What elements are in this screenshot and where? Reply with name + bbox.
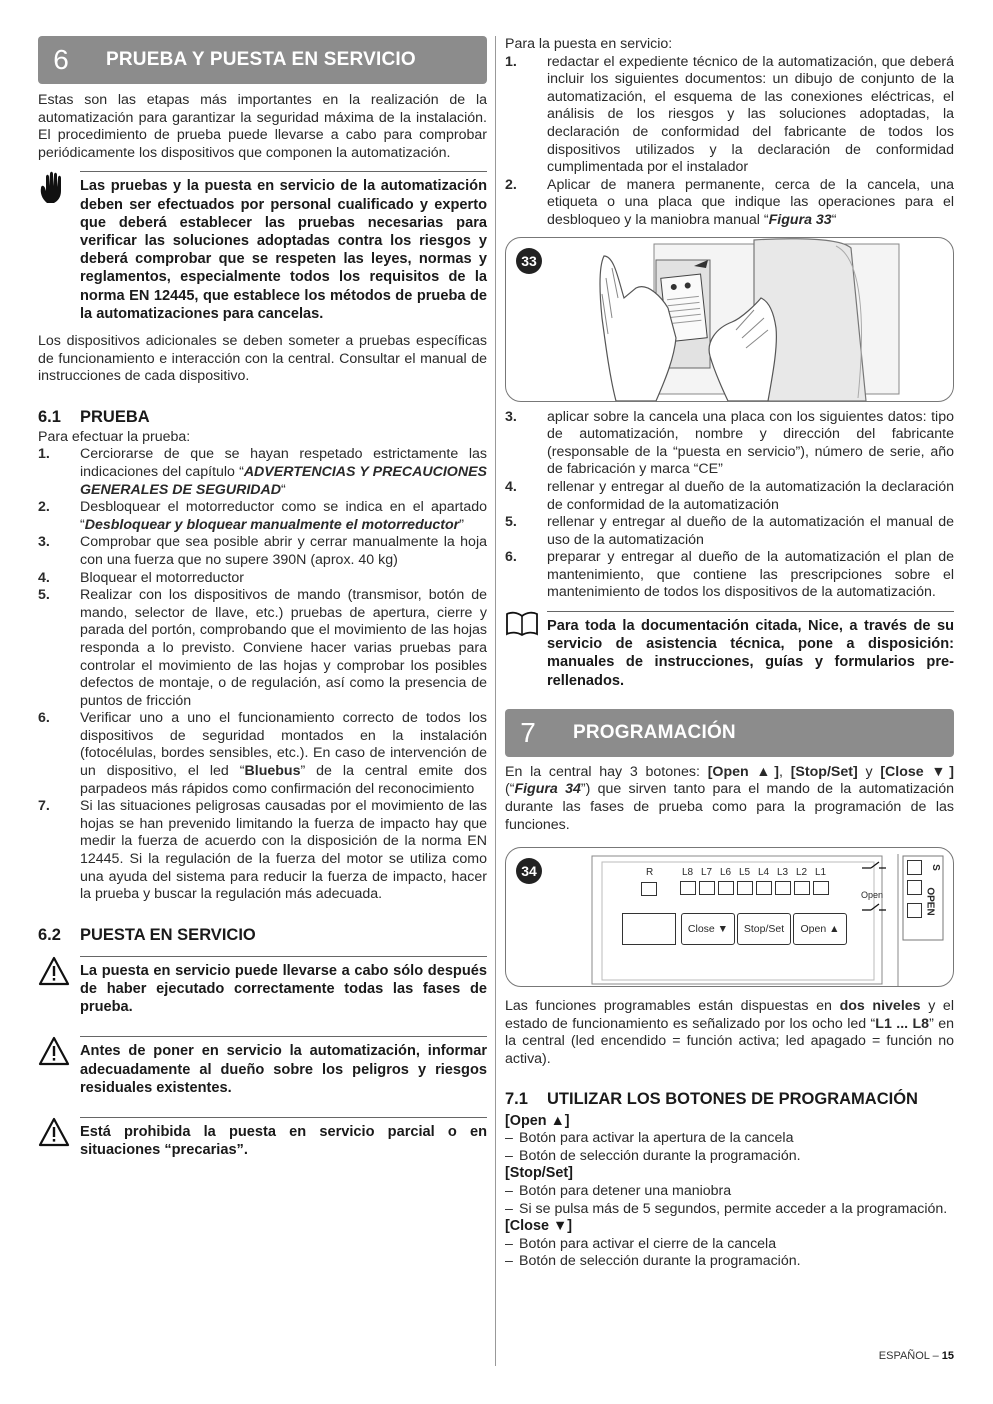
list-item xyxy=(505,549,954,602)
item-text: Botón de selección durante la programación. xyxy=(519,1253,801,1270)
step-text: redactar el expediente técnico de la automatización, que deberá incluir los siguientes documentos: un dibujo de conjunto de la automatización, el esquema de las conexiones eléctricas, el análisis de los riesgos y las soluciones adoptadas, la declaración de conformidad del fabricante de todos los dispositivos utilizados y la declaración de conformidad cumplimentada por el instalador xyxy=(547,53,954,176)
switch-contact-icon xyxy=(862,858,886,872)
heading-title: PRUEBA xyxy=(80,407,150,426)
additional-devices-text: Los dispositivos adicionales se deben someter a pruebas específicas de funcionamiento e interacción con la central. Consultar el manual de instrucciones de cada dispositivo. xyxy=(38,333,487,385)
section-number: 7 xyxy=(520,716,536,748)
led-l5 xyxy=(735,867,754,895)
led-label: L5 xyxy=(738,867,751,879)
figure-number-badge: 34 xyxy=(516,858,542,884)
leds-reference: L1 ... L8 xyxy=(875,1015,930,1032)
left-column xyxy=(38,36,487,1159)
text-part: Las funciones programables están dispuestas en xyxy=(505,998,840,1015)
commissioning-steps-a xyxy=(505,54,954,230)
list-item xyxy=(38,798,487,904)
section-title: PROGRAMACIÓN xyxy=(573,721,736,743)
heading-7-1 xyxy=(505,1090,954,1109)
open-button-ref: [Open ▲] xyxy=(707,763,779,780)
list-item xyxy=(505,409,954,479)
step-number: 5. xyxy=(38,587,50,604)
warning-text: Antes de poner en servicio la automatización, informar adecuadamente al dueño sobre los peligros y riesgos residuales existentes. xyxy=(80,1036,487,1097)
figure-33 xyxy=(505,237,954,402)
release-label-illustration xyxy=(506,238,954,401)
warning-text: Está prohibida la puesta en servicio parcial o en situaciones “precarias”. xyxy=(80,1117,487,1159)
led-l4 xyxy=(754,867,773,895)
page-number: 15 xyxy=(941,1350,954,1362)
text-part: , xyxy=(779,763,791,780)
step-text-part: Aplicar de manera permanente, cerca de la cancela, una etiqueta o una placa que indique las operaciones para el desbloqueo y la maniobra manual “ xyxy=(547,176,954,228)
list-item: – Botón de selección durante la programación. xyxy=(505,1253,954,1271)
led-label: L1 xyxy=(814,867,827,879)
chapter-reference: ADVERTENCIAS Y PRECAUCIONES GENERALES DE SEGURIDAD xyxy=(80,463,487,498)
section-6-banner xyxy=(38,36,487,84)
bluebus-led-label: Bluebus xyxy=(244,763,301,780)
heading-title: UTILIZAR LOS BOTONES DE PROGRAMACIÓN xyxy=(547,1089,918,1108)
text-part: y el estado de funcionamiento es señalizado por los ocho led “ xyxy=(505,998,954,1032)
reset-label: R xyxy=(646,867,654,879)
step-text: Si las situaciones peligrosas causadas por el movimiento de las hojas se han prevenido limitando la fuerza de impacto hay que medir la fuerza de acuerdo con la disposición de la norma EN 12445. Si la regulación de la fuerza del motor se utiliza como una ayuda del sistema para reducir la fuerza de impacto, hacer la prueba y buscar la regulación más adecuada. xyxy=(80,798,487,903)
note-text: Para toda la documentación citada, Nice, a través de su servicio de asistencia técnica, pone a disposición: manuales de instrucciones, guías y formularios pre-rellenados. xyxy=(547,611,954,690)
heading-number: 6.1 xyxy=(38,407,61,426)
terminal-s-label: S xyxy=(929,864,941,872)
commissioning-steps-b xyxy=(505,409,954,603)
close-button-ref: [Close ▼] xyxy=(880,763,954,780)
test-steps xyxy=(38,446,487,903)
step-number: 3. xyxy=(505,408,517,425)
section-7-intro xyxy=(505,764,954,834)
two-levels-emphasis: dos niveles xyxy=(839,998,921,1015)
step-text-part: Cerciorarse de que se hayan respetado estrictamente las indicaciones del capítulo “ xyxy=(80,446,487,480)
section-6-intro: Estas son las etapas más importantes en la realización de la automatización para garantizar la seguridad máxima de la instalación. El procedimiento de prueba puede llevarse a cabo para comprobar periódicamente los dispositivos que componen la automatización. xyxy=(38,92,487,161)
blank-display xyxy=(622,913,676,945)
step-text-part: Desbloquear el motorreductor como se indica en el apartado “ xyxy=(80,499,487,533)
heading-title: PUESTA EN SERVICIO xyxy=(80,925,256,944)
step-text-part: ” xyxy=(459,516,464,533)
text-part: y xyxy=(857,763,881,780)
figure-34 xyxy=(505,847,954,987)
step-text: Comprobar que sea posible abrir y cerrar manualmente la hoja con una fuerza que no supere 390N (aprox. 40 kg) xyxy=(80,534,487,568)
section-reference: Desbloquear y bloquear manualmente el motorreductor xyxy=(84,516,460,533)
heading-6-1 xyxy=(38,408,487,427)
step-number: 6. xyxy=(505,549,517,566)
led-l1 xyxy=(811,867,830,895)
item-text: Botón para activar la apertura de la cancela xyxy=(519,1130,794,1147)
warning-text: Las pruebas y la puesta en servicio de la automatización deben ser efectuados por personal cualificado y experto que deberá establecer las pruebas necesarias para verificar las soluciones adoptadas contra los riesgos y deberá comprobar que se respeten las leyes, normas y reglamentos, especialmente todos los requisitos de la norma EN 12445, que establece los métodos de prueba de la automatizaciones para cancelas. xyxy=(80,171,487,323)
step-text xyxy=(80,446,487,499)
item-text: Si se pulsa más de 5 segundos, permite acceder a la programación. xyxy=(519,1200,948,1217)
led-l7 xyxy=(697,867,716,895)
led-label: L7 xyxy=(700,867,713,879)
step-text: aplicar sobre la cancela una placa con los siguientes datos: tipo de automatización, nombre y dirección del fabricante (responsable de la “puesta en servicio”), número de serie, año de fabricación y marca “CE” xyxy=(547,408,954,478)
step-number: 4. xyxy=(38,569,50,586)
open-button-label: [Open ▲] xyxy=(505,1112,570,1129)
step-text xyxy=(547,177,954,230)
open-book-icon xyxy=(505,611,547,690)
step-number: 1. xyxy=(38,446,50,463)
right-column xyxy=(505,36,954,1271)
text-part: ” en la central (led encendido = función activa; led apagado = función no activa). xyxy=(505,1015,954,1068)
list-item xyxy=(38,710,487,798)
step-number: 2. xyxy=(38,499,50,516)
list-item xyxy=(505,177,954,230)
led-row xyxy=(678,867,830,895)
terminal-open-label: OPEN xyxy=(924,887,936,916)
list-item xyxy=(505,514,954,549)
open-input-label: Open xyxy=(861,890,884,901)
step-number: 2. xyxy=(505,176,517,193)
figure-reference: Figura 34 xyxy=(514,781,581,798)
terminal-open xyxy=(907,880,922,895)
step-text: rellenar y entregar al dueño de la automatización el manual de uso de la automatización xyxy=(547,514,954,548)
led-l2 xyxy=(792,867,811,895)
figure-reference: Figura 33 xyxy=(768,211,832,228)
list-item: – Botón para detener una maniobra xyxy=(505,1183,954,1201)
text-part: (“ xyxy=(505,781,515,798)
item-text: Botón de selección durante la programación. xyxy=(519,1147,801,1164)
step-text: rellenar y entregar al dueño de la automatización la declaración de conformidad de la automatización xyxy=(547,478,954,513)
test-lead: Para efectuar la prueba: xyxy=(38,428,191,445)
step-text-part: “ xyxy=(281,481,286,498)
commissioning-warning-1 xyxy=(38,956,487,1017)
step-text-part: Verificar uno a uno el funcionamiento correcto de todos los dispositivos de seguridad montados en la instalación (fotocélulas, bordes sensibles, etc.). En caso de intervención de un dispositivo, el led “ xyxy=(80,710,487,780)
warning-text: La puesta en servicio puede llevarse a cabo sólo después de haber ejecutado correctamente todas las fases de prueba. xyxy=(80,956,487,1017)
led-label: L6 xyxy=(719,867,732,879)
warning-triangle-icon xyxy=(38,956,80,1017)
terminal-s xyxy=(907,860,922,875)
step-text-part: ” de la central emite dos parpadeos más rápidos como confirmación del reconocimiento xyxy=(80,763,487,797)
figure-number-badge: 33 xyxy=(516,248,542,274)
page-footer xyxy=(879,1350,954,1362)
heading-number: 6.2 xyxy=(38,925,61,944)
led-label: L2 xyxy=(795,867,808,879)
close-button-label: [Close ▼] xyxy=(505,1218,573,1235)
commissioning-lead: Para la puesta en servicio: xyxy=(505,36,673,52)
item-text: Botón para activar el cierre de la cancela xyxy=(519,1235,777,1252)
led-l6 xyxy=(716,867,735,895)
step-text xyxy=(80,499,487,534)
list-item xyxy=(38,534,487,569)
section-number: 6 xyxy=(53,44,69,75)
warning-triangle-icon xyxy=(38,1036,80,1097)
list-item xyxy=(505,479,954,514)
heading-number: 7.1 xyxy=(505,1089,528,1108)
list-item xyxy=(38,587,487,710)
commissioning-warning-2 xyxy=(38,1036,487,1097)
text-part: En la central hay 3 botones: xyxy=(505,763,708,780)
qualified-personnel-warning xyxy=(38,171,487,323)
column-divider xyxy=(495,36,496,1366)
step-text-part: “ xyxy=(831,211,837,228)
warning-triangle-icon xyxy=(38,1117,80,1159)
reset-button xyxy=(641,882,657,896)
button-descriptions xyxy=(505,1113,954,1271)
list-item xyxy=(38,499,487,534)
stop-set-button-ref: [Stop/Set] xyxy=(790,763,858,780)
stop-hand-icon xyxy=(38,171,80,323)
open-button: Open ▲ xyxy=(793,913,847,945)
section-7-banner xyxy=(505,709,954,757)
step-text xyxy=(80,710,487,798)
led-label: L4 xyxy=(757,867,770,879)
step-number: 1. xyxy=(505,53,517,70)
step-text: Bloquear el motorreductor xyxy=(80,569,245,586)
led-l3 xyxy=(773,867,792,895)
step-number: 3. xyxy=(38,534,50,551)
close-button: Close ▼ xyxy=(681,913,735,945)
heading-6-2 xyxy=(38,926,487,945)
list-item xyxy=(38,446,487,499)
list-item xyxy=(505,54,954,177)
led-label: L8 xyxy=(681,867,694,879)
step-text: Realizar con los dispositivos de mando (transmisor, botón de mando, selector de llave, etc.) pruebas de apertura, cierre y parada del portón, comprobando que el movimiento de las hojas responda a lo previsto. Conviene hacer varias pruebas para controlar el movimiento de las hojas y comprobar los posibles defectos de montaje, o de regulación, así como la presencia de puntos de fricción xyxy=(80,587,487,709)
switch-contact-icon xyxy=(862,900,886,914)
documentation-note xyxy=(505,611,954,690)
step-number: 6. xyxy=(38,710,50,727)
list-item xyxy=(38,570,487,588)
item-text: Botón para detener una maniobra xyxy=(519,1183,732,1199)
commissioning-warning-3 xyxy=(38,1117,487,1159)
stop-set-button-label: [Stop/Set] xyxy=(505,1165,573,1182)
led-l8 xyxy=(678,867,697,895)
section-title: PRUEBA Y PUESTA EN SERVICIO xyxy=(106,49,416,70)
led-label: L3 xyxy=(776,867,789,879)
stop-set-button: Stop/Set xyxy=(737,913,791,945)
programming-levels-text xyxy=(505,998,954,1068)
list-item: – Si se pulsa más de 5 segundos, permite acceder a la programación. xyxy=(505,1201,954,1219)
footer-language: ESPAÑOL – xyxy=(878,1350,942,1362)
text-part: ”) que sirven tanto para el mando de la automatización durante las fases de prueba como para la programación de las funciones. xyxy=(505,781,954,833)
step-number: 5. xyxy=(505,514,517,531)
terminal xyxy=(907,903,922,918)
list-item: – Botón de selección durante la programación. xyxy=(505,1148,954,1166)
list-item: – Botón para activar el cierre de la cancela xyxy=(505,1236,954,1254)
step-number: 4. xyxy=(505,478,517,495)
list-item: – Botón para activar la apertura de la cancela xyxy=(505,1130,954,1148)
step-number: 7. xyxy=(38,798,50,815)
step-text: preparar y entregar al dueño de la automatización el plan de mantenimiento, que contiene las prescripciones sobre el mantenimiento de todos los dispositivos de la automatización. xyxy=(547,549,954,601)
